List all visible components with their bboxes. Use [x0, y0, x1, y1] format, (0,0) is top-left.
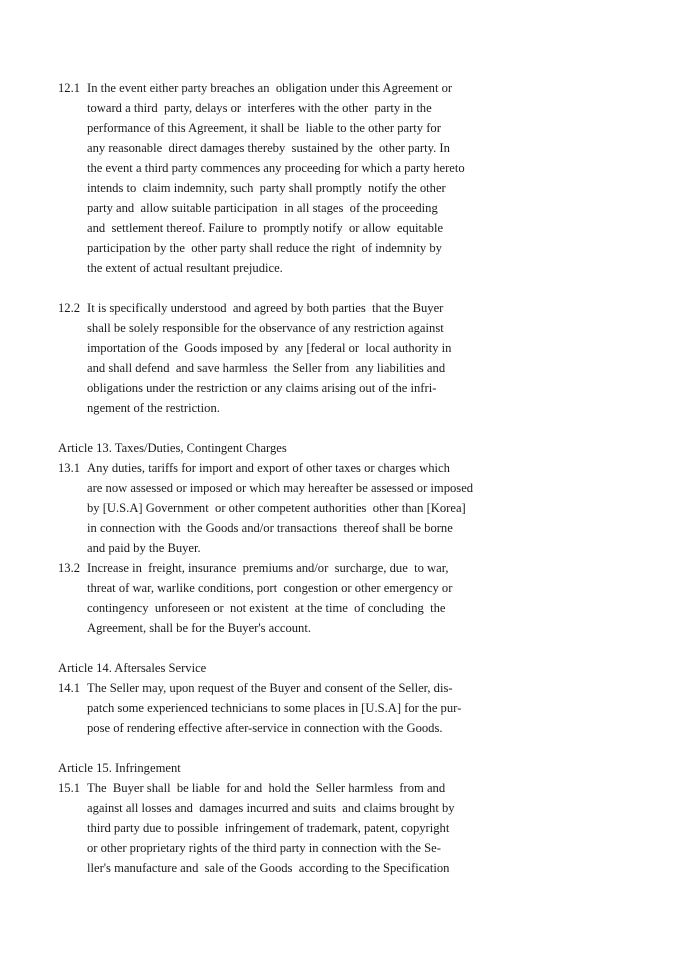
clause-text: It is specifically understood and agreed by both parties that the Buyer	[87, 301, 444, 315]
clause-number: 13.1	[58, 461, 81, 475]
clause-line	[58, 698, 578, 718]
clause-line	[58, 158, 578, 178]
clause-line	[58, 138, 578, 158]
clause-line	[58, 118, 578, 138]
clause-line	[58, 538, 578, 558]
clause-line	[58, 458, 578, 478]
article-heading	[58, 658, 578, 678]
clause-line	[58, 218, 578, 238]
clause-text: shall be solely responsible for the observance of any restriction against	[87, 321, 444, 335]
clause-text: or other proprietary rights of the third party in connection with the Se-	[87, 841, 441, 855]
clause-number: 15.1	[58, 781, 81, 795]
article-heading-text: Article 14. Aftersales Service	[58, 661, 207, 675]
clause-line	[58, 358, 578, 378]
clause-text: performance of this Agreement, it shall be liable to the other party for	[87, 121, 441, 135]
clause-text: Any duties, tariffs for import and export of other taxes or charges which	[87, 461, 450, 475]
article-heading	[58, 438, 578, 458]
clause-text: ngement of the restriction.	[87, 401, 220, 415]
paragraph-spacer	[58, 638, 578, 658]
paragraph-spacer	[58, 738, 578, 758]
clause-number: 12.2	[58, 301, 81, 315]
clause-text: in connection with the Goods and/or transactions thereof shall be borne	[87, 521, 453, 535]
clause-13-2	[58, 558, 578, 638]
paragraph-spacer	[58, 278, 578, 298]
clause-text: The Seller may, upon request of the Buyer and consent of the Seller, dis-	[87, 681, 453, 695]
clause-text: and shall defend and save harmless the Seller from any liabilities and	[87, 361, 446, 375]
clause-line	[58, 378, 578, 398]
clause-text: pose of rendering effective after-service in connection with the Goods.	[87, 721, 443, 735]
clause-text: Increase in freight, insurance premiums and/or surcharge, due to war,	[87, 561, 449, 575]
clause-text: contingency unforeseen or not existent at the time of concluding the	[87, 601, 446, 615]
clause-12-1	[58, 78, 578, 278]
clause-text: and paid by the Buyer.	[87, 541, 201, 555]
clause-text: the event a third party commences any proceeding for which a party hereto	[87, 161, 465, 175]
clause-line	[58, 858, 578, 878]
clause-line	[58, 258, 578, 278]
clause-line	[58, 98, 578, 118]
clause-line	[58, 178, 578, 198]
clause-text: party and allow suitable participation in all stages of the proceeding	[87, 201, 438, 215]
clause-text: ller's manufacture and sale of the Goods according to the Specification	[87, 861, 450, 875]
clause-line	[58, 518, 578, 538]
clause-text: obligations under the restriction or any claims arising out of the infri-	[87, 381, 437, 395]
clause-text: Agreement, shall be for the Buyer's account.	[87, 621, 311, 635]
article-heading-text: Article 15. Infringement	[58, 761, 181, 775]
clause-line	[58, 478, 578, 498]
clause-text: by [U.S.A] Government or other competent authorities other than [Korea]	[87, 501, 466, 515]
clause-text: threat of war, warlike conditions, port congestion or other emergency or	[87, 581, 453, 595]
clause-text: any reasonable direct damages thereby sustained by the other party. In	[87, 141, 450, 155]
clause-text: intends to claim indemnity, such party shall promptly notify the other	[87, 181, 446, 195]
clause-number: 13.2	[58, 561, 81, 575]
contract-document	[58, 78, 578, 878]
clause-line	[58, 198, 578, 218]
clause-text: importation of the Goods imposed by any [federal or local authority in	[87, 341, 452, 355]
clause-line	[58, 338, 578, 358]
clause-line	[58, 578, 578, 598]
clause-text: third party due to possible infringement of trademark, patent, copyright	[87, 821, 450, 835]
clause-line	[58, 838, 578, 858]
clause-line	[58, 318, 578, 338]
clause-text: are now assessed or imposed or which may hereafter be assessed or imposed	[87, 481, 474, 495]
clause-text: toward a third party, delays or interferes with the other party in the	[87, 101, 432, 115]
clause-line	[58, 818, 578, 838]
clause-line	[58, 78, 578, 98]
clause-line	[58, 298, 578, 318]
clause-line	[58, 498, 578, 518]
clause-text: patch some experienced technicians to some places in [U.S.A] for the pur-	[87, 701, 462, 715]
paragraph-spacer	[58, 418, 578, 438]
clause-text: the extent of actual resultant prejudice.	[87, 261, 283, 275]
clause-text: The Buyer shall be liable for and hold the Seller harmless from and	[87, 781, 446, 795]
clause-line	[58, 238, 578, 258]
clause-15-1	[58, 778, 578, 878]
clause-text: In the event either party breaches an obligation under this Agreement or	[87, 81, 453, 95]
clause-text: participation by the other party shall reduce the right of indemnity by	[87, 241, 442, 255]
clause-number: 12.1	[58, 81, 81, 95]
article-heading	[58, 758, 578, 778]
clause-line	[58, 798, 578, 818]
clause-number: 14.1	[58, 681, 81, 695]
clause-12-2	[58, 298, 578, 418]
clause-line	[58, 778, 578, 798]
article-heading-text: Article 13. Taxes/Duties, Contingent Charges	[58, 441, 287, 455]
clause-line	[58, 598, 578, 618]
clause-text: and settlement thereof. Failure to promptly notify or allow equitable	[87, 221, 444, 235]
clause-line	[58, 678, 578, 698]
clause-line	[58, 558, 578, 578]
clause-line	[58, 718, 578, 738]
clause-text: against all losses and damages incurred and suits and claims brought by	[87, 801, 455, 815]
clause-line	[58, 398, 578, 418]
clause-13-1	[58, 458, 578, 558]
clause-14-1	[58, 678, 578, 738]
clause-line	[58, 618, 578, 638]
